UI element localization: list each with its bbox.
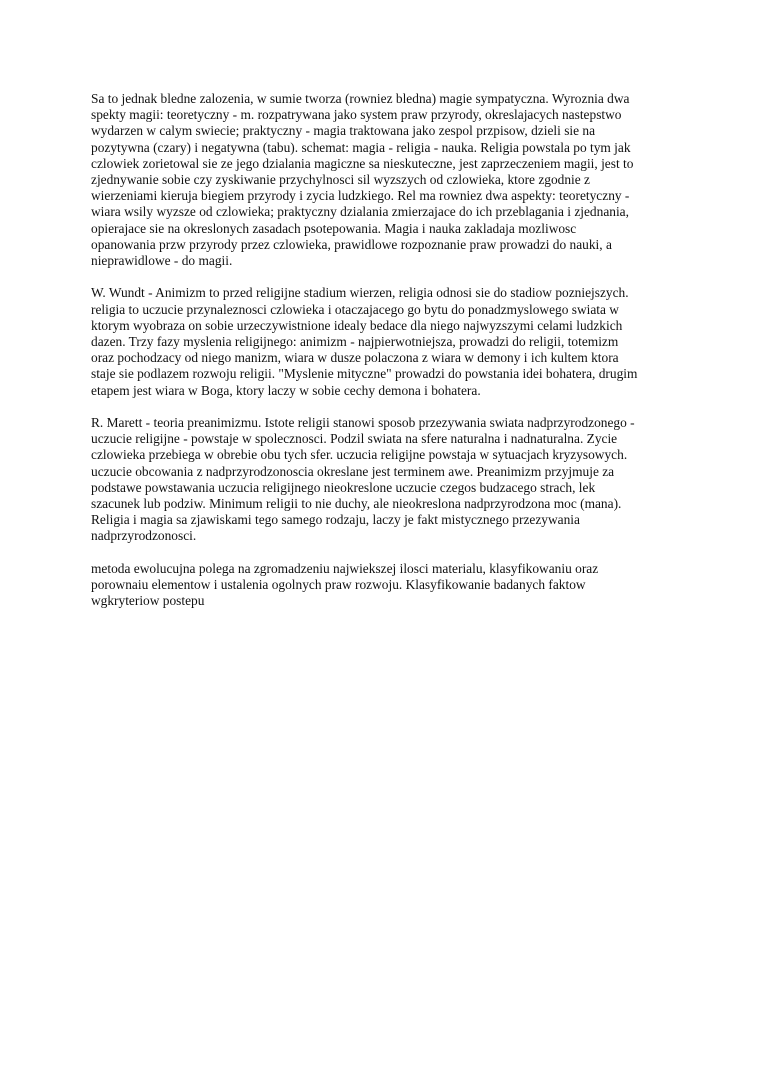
document-body bbox=[91, 91, 681, 626]
paragraph-magic-religion: Sa to jednak bledne zalozenia, w sumie tworza (rowniez bledna) magie sympatyczna. Wyroznia dwa spekty magii: teoretyczny - m. rozpatrywana jako system praw przyrody, okreslajacych nastepstwo wydarzen w calym swiecie; praktyczny - magia traktowana jako zespol przpisow, dzieli sie na pozytywna (czary) i negatywna (tabu). schemat: magia - religia - nauka. Religia powstala po tym jak czlowiek zorietowal sie ze jego dzialania magiczne sa nieskuteczne, jest zaprzeczeniem magii, jest to zjednywanie sobie czy zyskiwanie przychylnosci sil wyzszych od czlowieka, ktore zgodnie z wierzeniami kieruja biegiem przyrody i zycia ludzkiego. Rel ma rowniez dwa aspekty: teoretyczny - wiara wsily wyzsze od czlowieka; praktyczny dzialania zmierzajace do ich przeblagania i zjednania, opierajace sie na okreslonych zasadach psotepowania. Magia i nauka zakladaja mozliwosc opanowania przw przyrody przez czlowieka, prawidlowe rozpoznanie praw prowadzi do nauki, a nieprawidlowe - do magii. bbox=[91, 91, 634, 269]
paragraph-evolutionary-method: metoda ewolucujna polega na zgromadzeniu najwiekszej ilosci materialu, klasyfikowaniu oraz porownaiu elementow i ustalenia ogolnych praw rozwoju. Klasyfikowanie badanych faktow wgkryteriow postepu bbox=[91, 560, 599, 609]
paragraph-wundt: W. Wundt - Animizm to przed religijne stadium wierzen, religia odnosi sie do stadiow pozniejszych. religia to uczucie przynaleznosci czlowieka i otaczajacego go bytu do ponadzmyslowego swiata w ktorym wyobraza on sobie urzeczywistnione idealy bedace dla niego najwyzszymi celami ludzkich dazen. Trzy fazy myslenia religijnego: animizm - najpierwotniejsza, prowadzi do religii, totemizm oraz pochodzacy od niego manizm, wiara w dusze polaczona z wiara w demony i ich kultem ktora staje sie podlazem rozwoju religii. "Myslenie mityczne" prowadzi do powstania idei bohatera, drugim etapem jest wiara w Boga, ktory laczy w sobie cechy demona i bohatera. bbox=[91, 285, 638, 398]
paragraph-marett: R. Marett - teoria preanimizmu. Istote religii stanowi sposob przezywania swiata nadprzyrodzonego - uczucie religijne - powstaje w spolecznosci. Podzil swiata na sfere naturalna i nadnaturalna. Zycie czlowieka przebiega w obrebie obu tych sfer. uczucia religijne powstaja w sytuacjach kryzysowych. uczucie obcowania z nadprzyrodzonoscia okreslane jest terminem awe. Preanimizm przyjmuje za podstawe powstawania uczucia religijnego nieokreslone uczucie czegos budzacego strach, lek szacunek lub podziw. Minimum religii to nie duchy, ale nieokreslona nadprzyrodzona moc (mana). Religia i magia sa zjawiskami tego samego rodzaju, laczy je fakt mistycznego przezywania nadprzyrodzonosci. bbox=[91, 415, 635, 544]
